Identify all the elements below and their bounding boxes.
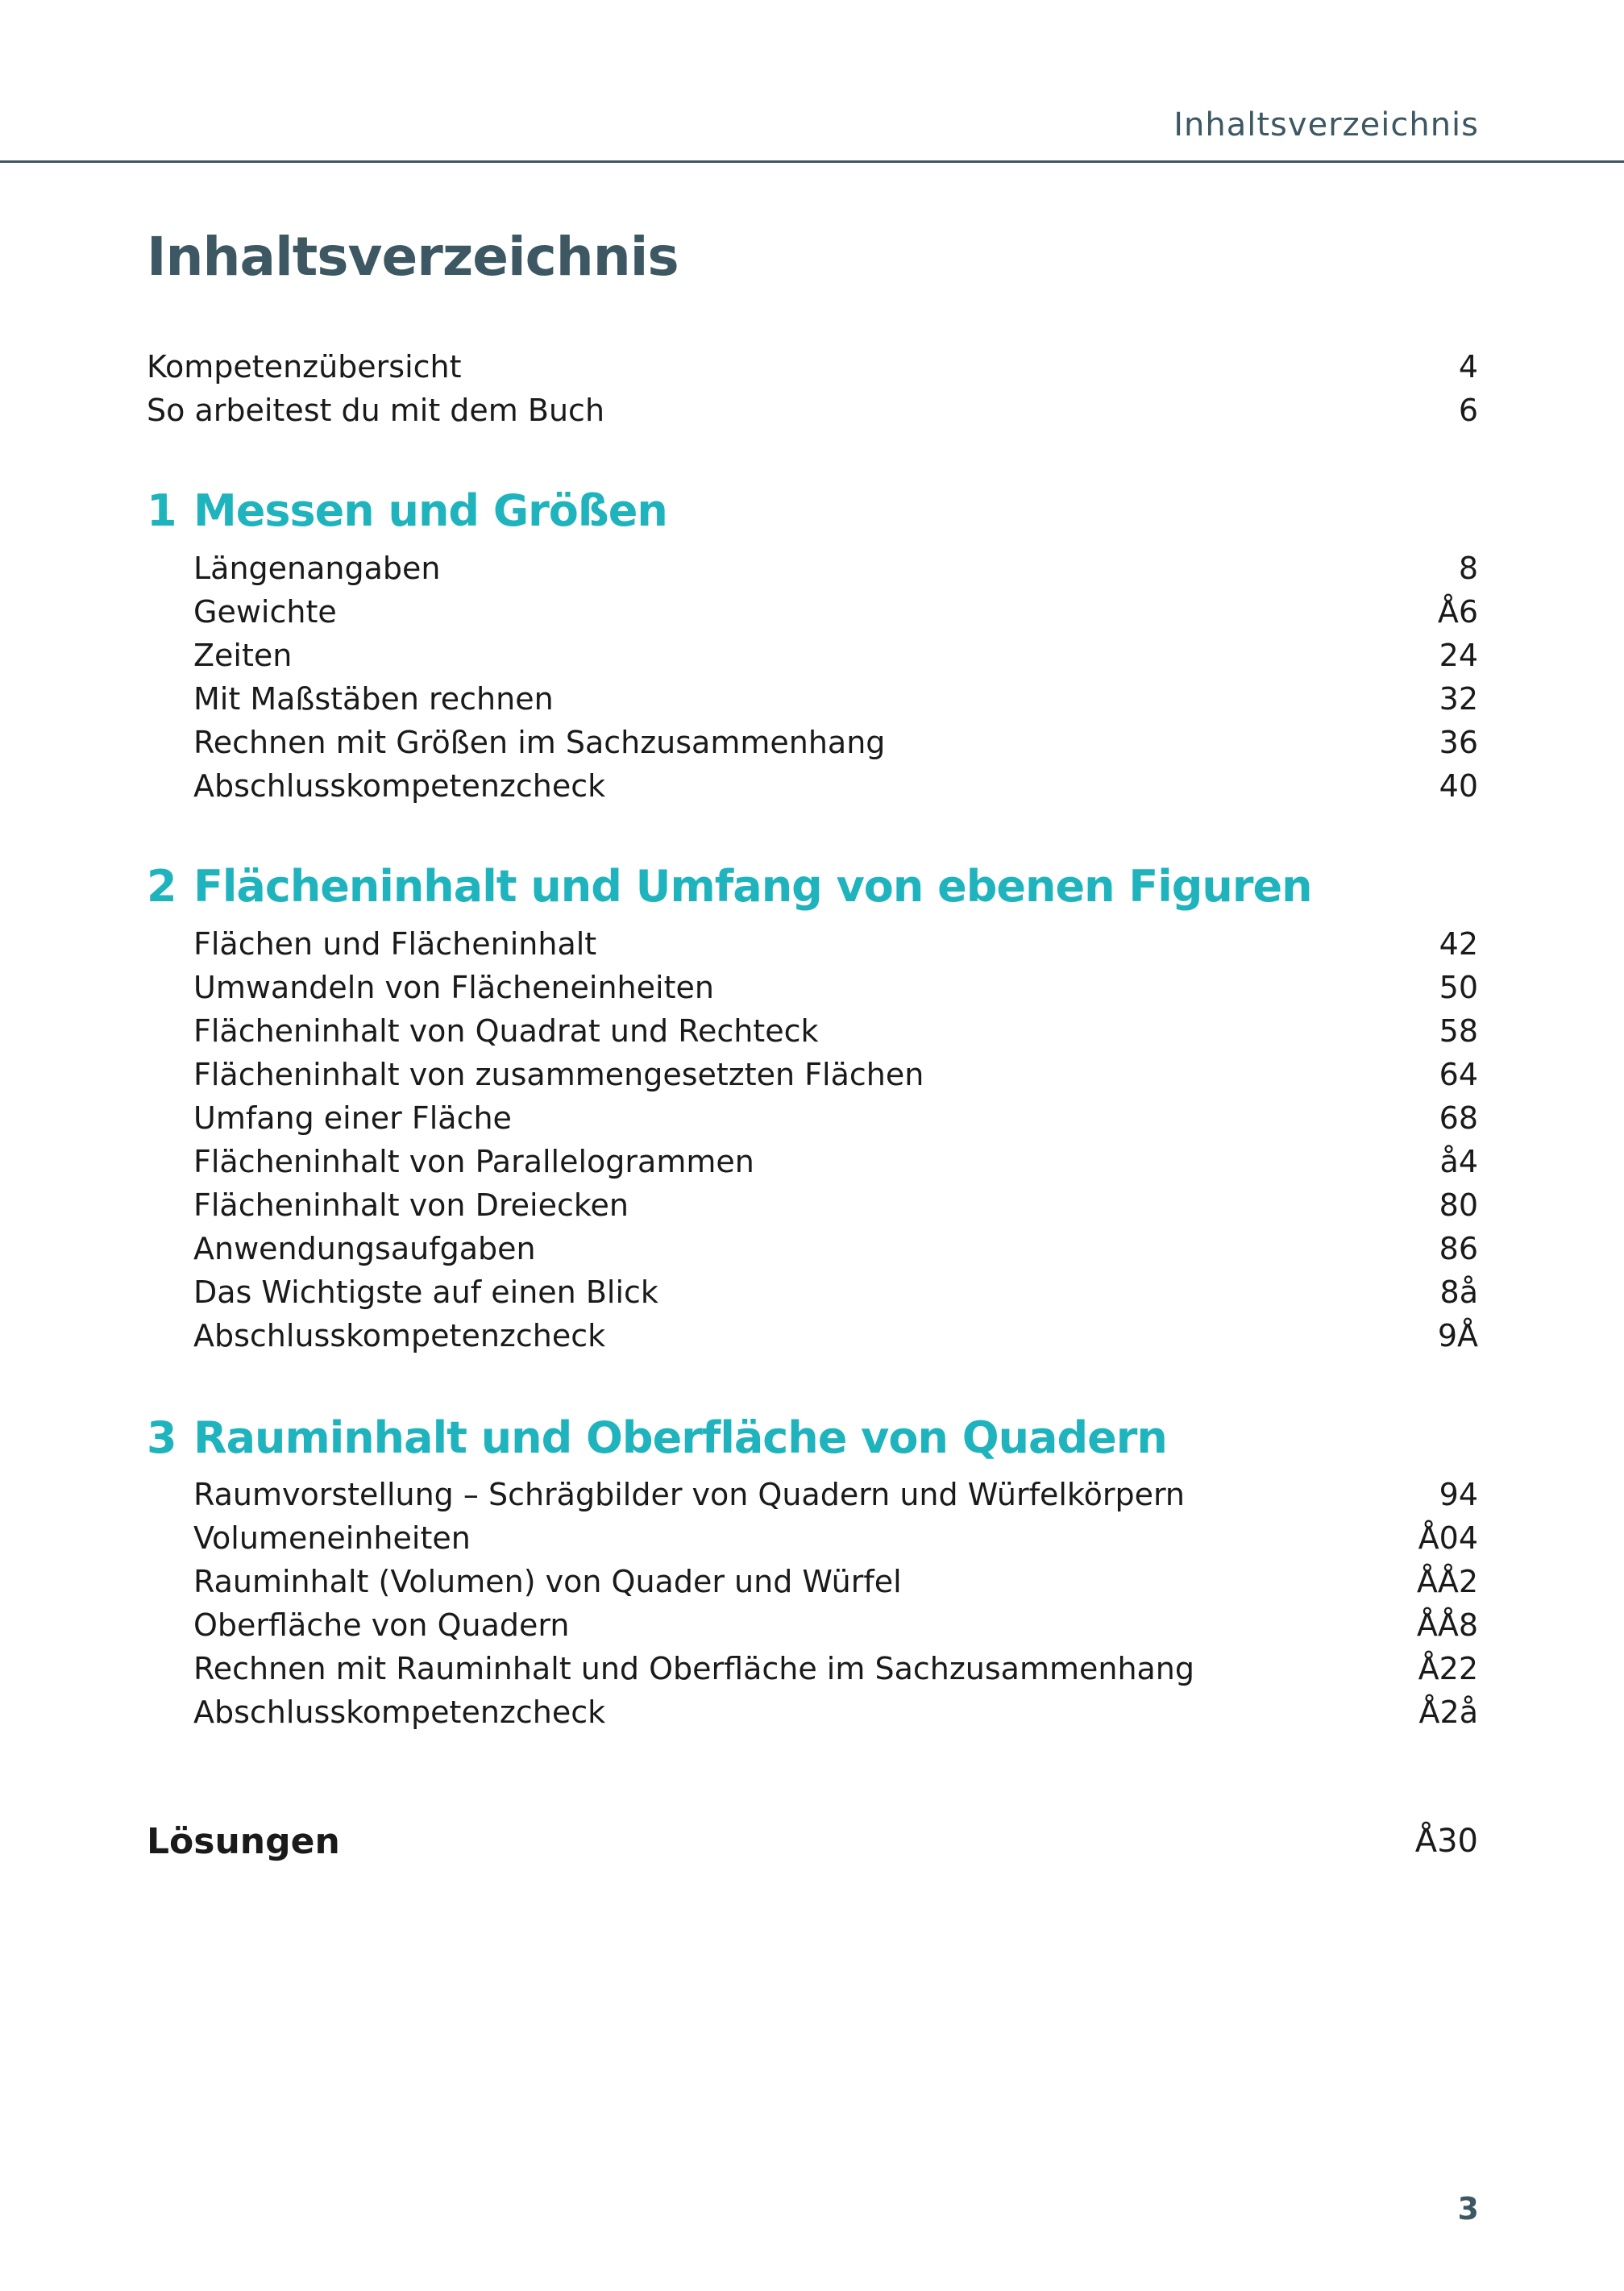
toc-entry-label: Flächeninhalt von Parallelogrammen xyxy=(193,1144,754,1179)
toc-entry-label: Flächeninhalt von Dreiecken xyxy=(193,1187,629,1223)
toc-entry-page: Å2å xyxy=(1418,1694,1478,1730)
page-title: Inhaltsverzeichnis xyxy=(147,226,679,288)
toc-entry[interactable] xyxy=(147,1270,1478,1314)
toc-entry-label: Umwandeln von Flächeneinheiten xyxy=(193,970,714,1005)
toc-entry-solutions[interactable] xyxy=(147,1815,1478,1867)
toc-entry[interactable] xyxy=(147,1603,1478,1647)
toc-entry[interactable] xyxy=(147,764,1478,808)
toc-entry[interactable] xyxy=(147,1053,1478,1096)
toc-entry-page: 58 xyxy=(1439,1013,1478,1049)
toc-entry-label: Abschlusskompetenzcheck xyxy=(193,768,606,804)
toc-entry-page: 8 xyxy=(1458,551,1478,586)
toc-entry-label: Rechnen mit Größen im Sachzusammenhang xyxy=(193,725,886,760)
toc-entry[interactable] xyxy=(147,922,1478,966)
toc-entry-page: 68 xyxy=(1439,1100,1478,1136)
chapter-heading-3[interactable] xyxy=(147,1405,1167,1470)
running-header: Inhaltsverzeichnis xyxy=(1173,106,1479,143)
toc-entry-page: å4 xyxy=(1439,1144,1478,1179)
toc-entry-label: Flächen und Flächeninhalt xyxy=(193,926,597,962)
toc-entry-page: 64 xyxy=(1439,1057,1478,1092)
toc-entry-label: Raumvorstellung – Schrägbilder von Quadern und Würfelkörpern xyxy=(193,1477,1185,1512)
toc-entry-label: Rechnen mit Rauminhalt und Oberfläche im Sachzusammenhang xyxy=(193,1651,1195,1686)
toc-entry-page: 42 xyxy=(1439,926,1478,962)
toc-entry-page: 6 xyxy=(1458,393,1478,428)
toc-entry[interactable] xyxy=(147,1009,1478,1053)
toc-entry[interactable] xyxy=(147,590,1478,634)
toc-entry-page: 8å xyxy=(1439,1274,1478,1310)
toc-entry[interactable] xyxy=(147,1183,1478,1227)
toc-entry-page: ÅÅ8 xyxy=(1416,1607,1478,1643)
toc-entry-label: Längenangaben xyxy=(193,551,441,586)
toc-entry-label: Abschlusskompetenzcheck xyxy=(193,1318,606,1353)
toc-entry[interactable] xyxy=(147,1227,1478,1270)
solutions-label: Lösungen xyxy=(147,1820,340,1862)
chapter-title: Flächeninhalt und Umfang von ebenen Figuren xyxy=(193,860,1312,912)
toc-entry-label: Das Wichtigste auf einen Blick xyxy=(193,1274,658,1310)
chapter-number: 1 xyxy=(147,484,177,536)
chapter-title: Rauminhalt und Oberfläche von Quadern xyxy=(193,1412,1167,1463)
toc-entry-page: 94 xyxy=(1439,1477,1478,1512)
toc-entry-page: ÅÅ2 xyxy=(1416,1564,1478,1599)
toc-entry-label: Mit Maßstäben rechnen xyxy=(193,681,554,717)
header-divider xyxy=(0,160,1624,163)
toc-entry[interactable] xyxy=(147,547,1478,590)
toc-entry-label: Flächeninhalt von Quadrat und Rechteck xyxy=(193,1013,819,1049)
toc-entry[interactable] xyxy=(147,1690,1478,1734)
toc-entry[interactable] xyxy=(147,966,1478,1009)
toc-entry-page: 9Å xyxy=(1437,1318,1478,1353)
chapter-heading-1[interactable] xyxy=(147,478,667,543)
toc-entry[interactable] xyxy=(147,721,1478,764)
toc-entry-label: Zeiten xyxy=(193,638,293,673)
toc-entry-page: Å6 xyxy=(1437,594,1478,630)
toc-entry-label: Umfang einer Fläche xyxy=(193,1100,512,1136)
toc-entry[interactable] xyxy=(147,1140,1478,1183)
toc-entry[interactable] xyxy=(147,1560,1478,1603)
toc-entry[interactable] xyxy=(147,1473,1478,1516)
toc-entry-page: 32 xyxy=(1439,681,1478,717)
toc-entry-label: Anwendungsaufgaben xyxy=(193,1231,536,1266)
toc-entry[interactable] xyxy=(147,677,1478,721)
toc-entry-label: Gewichte xyxy=(193,594,337,630)
chapter-number: 3 xyxy=(147,1412,177,1463)
toc-entry[interactable] xyxy=(147,1096,1478,1140)
toc-entry-page: 80 xyxy=(1439,1187,1478,1223)
toc-entry-page: Å22 xyxy=(1418,1651,1478,1686)
toc-entry[interactable] xyxy=(147,634,1478,677)
toc-entry-page: 4 xyxy=(1458,349,1478,385)
toc-entry-label: Oberfläche von Quadern xyxy=(193,1607,570,1643)
toc-entry-page: 24 xyxy=(1439,638,1478,673)
toc-entry-label: Abschlusskompetenzcheck xyxy=(193,1694,606,1730)
toc-entry[interactable] xyxy=(147,345,1478,389)
toc-entry-page: 40 xyxy=(1439,768,1478,804)
toc-entry-page: 86 xyxy=(1439,1231,1478,1266)
toc-entry-page: 50 xyxy=(1439,970,1478,1005)
toc-entry-label: So arbeitest du mit dem Buch xyxy=(147,393,605,428)
toc-entry-label: Kompetenzübersicht xyxy=(147,349,462,385)
toc-entry-page: 36 xyxy=(1439,725,1478,760)
toc-entry-label: Rauminhalt (Volumen) von Quader und Würfel xyxy=(193,1564,902,1599)
toc-entry[interactable] xyxy=(147,389,1478,432)
solutions-page: Å30 xyxy=(1414,1823,1478,1860)
page-number: 3 xyxy=(1457,2191,1479,2227)
toc-entry-label: Volumeneinheiten xyxy=(193,1520,471,1556)
chapter-heading-2[interactable] xyxy=(147,854,1312,918)
toc-entry-page: Å04 xyxy=(1418,1520,1478,1556)
toc-entry[interactable] xyxy=(147,1516,1478,1560)
toc-entry-label: Flächeninhalt von zusammengesetzten Flächen xyxy=(193,1057,924,1092)
toc-entry[interactable] xyxy=(147,1647,1478,1690)
chapter-title: Messen und Größen xyxy=(193,484,667,536)
toc-entry[interactable] xyxy=(147,1314,1478,1358)
chapter-number: 2 xyxy=(147,860,177,912)
